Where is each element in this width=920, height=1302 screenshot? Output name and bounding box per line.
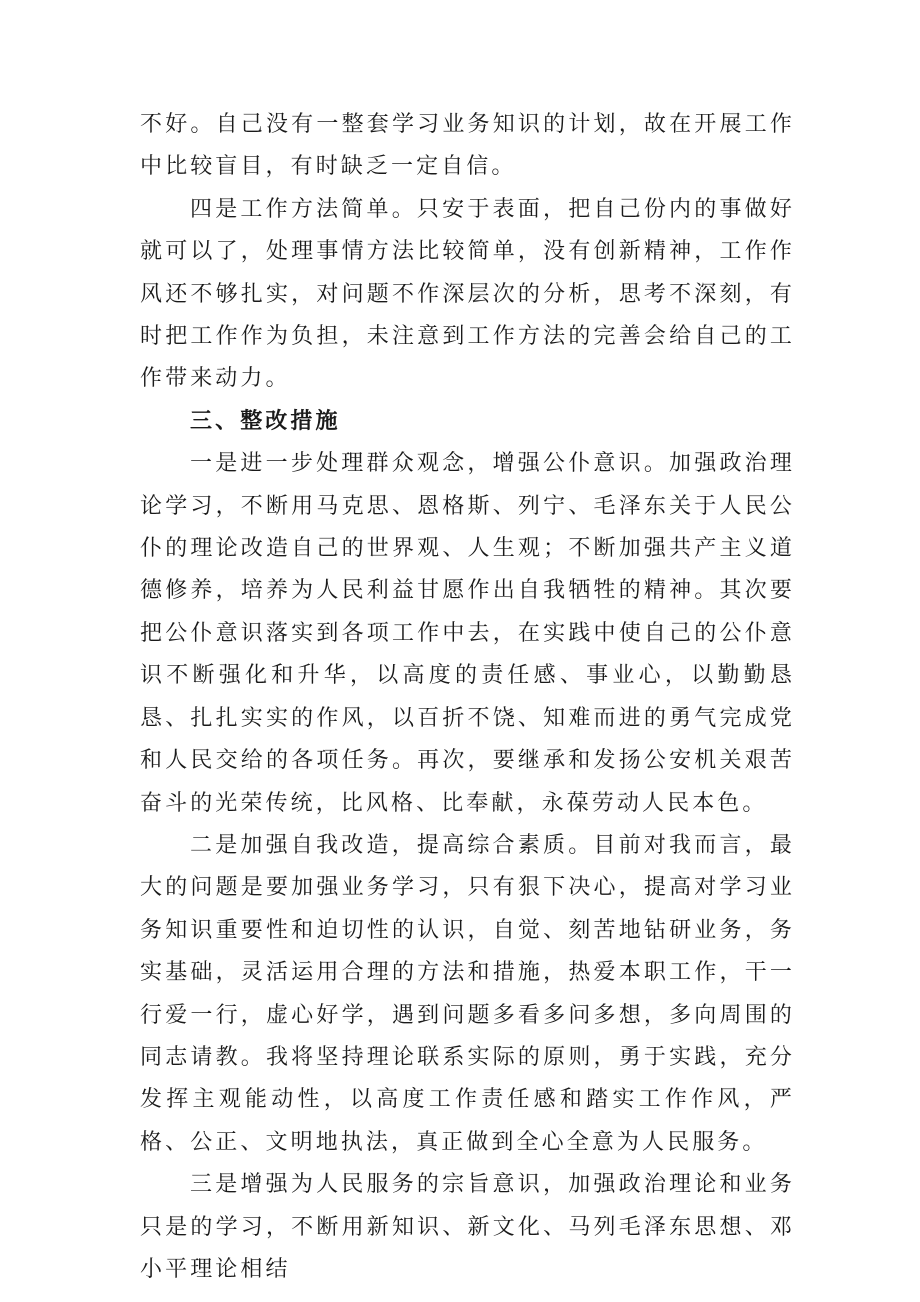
paragraph-measure-two: 二是加强自我改造，提高综合素质。目前对我而言，最大的问题是要加强业务学习，只有狠下决心，提高对学习业务知识重要性和迫切性的认识，自觉、刻苦地钻研业务，务实基础，灵活运用合理的方法和措施，热爱本职工作，干一行爱一行，虚心好学，遇到问题多看多问多想，多向周围的同志请教。我将坚持理论联系实际的原则，勇于实践，充分发挥主观能动性，以高度工作责任感和踏实工作作风，严格、公正、文明地执法，真正做到全心全意为人民服务。 [140,832,795,1155]
paragraph-work-method: 四是工作方法简单。只安于表面，把自己份内的事做好就可以了，处理事情方法比较简单，没有创新精神，工作作风还不够扎实，对问题不作深层次的分析，思考不深刻，有时把工作作为负担，未注意到工作方法的完善会给自己的工作带来动力。 [140,196,795,392]
paragraph-measure-three: 三是增强为人民服务的宗旨意识，加强政治理论和业务只是的学习，不断用新知识、新文化、马列毛泽东思想、邓小平理论相结 [140,1172,795,1282]
section-heading-rectification: 三、整改措施 [190,408,341,434]
paragraph-measure-one: 一是进一步处理群众观念，增强公仆意识。加强政治理论学习，不断用马克思、恩格斯、列宁、毛泽东关于人民公仆的理论改造自己的世界观、人生观；不断加强共产主义道德修养，培养为人民利益甘愿作出自我牺牲的精神。其次要把公仆意识落实到各项工作中去，在实践中使自己的公仆意识不断强化和升华，以高度的责任感、事业心，以勤勤恳恳、扎扎实实的作风，以百折不饶、知难而进的勇气完成党和人民交给的各项任务。再次，要继承和发扬公安机关艰苦奋斗的光荣传统，比风格、比奉献，永葆劳动人民本色。 [140,451,795,816]
document-body [140,104,795,1291]
paragraph-continuation: 不好。自己没有一整套学习业务知识的计划，故在开展工作中比较盲目，有时缺乏一定自信。 [140,112,795,180]
